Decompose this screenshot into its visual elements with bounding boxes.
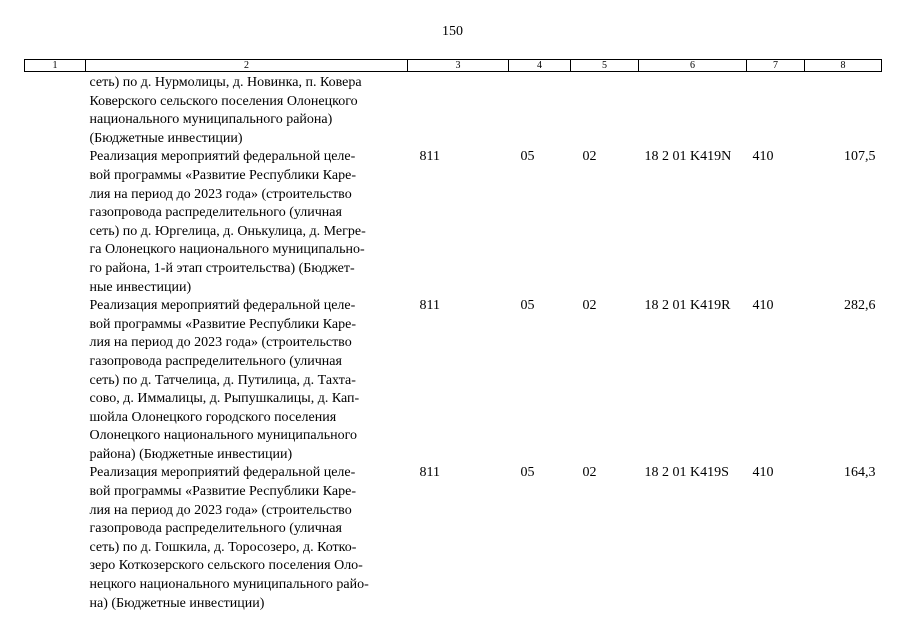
item-name-line: сеть) по д. Татчелица, д. Путилица, д. Тахта- <box>89 372 356 388</box>
row-number-cell <box>25 72 86 149</box>
item-name-line: газопровода распределительного (уличная <box>89 205 342 221</box>
column-number: 1 <box>25 60 86 72</box>
amount-cell <box>805 72 882 149</box>
target-article-cell: 18 2 01 K419R <box>644 298 731 314</box>
item-name-line: Реализация мероприятий федеральной целе- <box>89 465 356 481</box>
item-name-line: лия на период до 2023 года» (строительство <box>89 335 352 351</box>
item-name-line: го района, 1-й этап строительства) (Бюджет- <box>89 260 355 276</box>
item-name-line: сеть) по д. Юргелица, д. Онькулица, д. Мегре- <box>89 223 366 239</box>
table-body <box>25 72 882 614</box>
column-number: 3 <box>408 60 509 72</box>
subsection-code-cell <box>571 72 639 149</box>
subsection-code-cell: 02 <box>582 149 597 165</box>
row-number-cell <box>25 148 86 297</box>
item-name-cell <box>86 297 408 464</box>
column-number: 5 <box>571 60 639 72</box>
amount-cell: 107,5 <box>844 149 876 165</box>
column-number: 6 <box>639 60 747 72</box>
subsection-code-cell: 02 <box>582 298 597 314</box>
table-row <box>25 148 882 297</box>
row-number-cell <box>25 464 86 613</box>
target-article-cell: 18 2 01 K419S <box>644 465 729 481</box>
item-name-cell <box>86 148 408 297</box>
ministry-code-cell <box>408 72 509 149</box>
item-name-line: Коверского сельского поселения Олонецкого <box>89 93 358 109</box>
item-name-line: вой программы «Развитие Республики Каре- <box>89 316 357 332</box>
item-name-cell <box>86 72 408 149</box>
amount-cell: 282,6 <box>844 298 876 314</box>
ministry-code-cell: 811 <box>419 465 440 481</box>
section-code-cell: 05 <box>520 149 535 165</box>
subsection-code-cell: 02 <box>582 465 597 481</box>
budget-table <box>24 59 882 613</box>
item-name-line: ные инвестиции) <box>89 279 192 295</box>
item-name-line: нецкого национального муниципального райо- <box>89 577 369 593</box>
item-name-line: сеть) по д. Гошкила, д. Торосозеро, д. Котко- <box>89 539 357 555</box>
item-name-line: сеть) по д. Нурмолицы, д. Новинка, п. Ковера <box>89 75 362 90</box>
item-name-line: Реализация мероприятий федеральной целе- <box>89 298 356 314</box>
column-number: 7 <box>747 60 805 72</box>
expense-type-cell: 410 <box>752 465 774 481</box>
column-number: 4 <box>509 60 571 72</box>
item-name-line: (Бюджетные инвестиции) <box>89 130 243 146</box>
table-row <box>25 297 882 464</box>
item-name-line: на) (Бюджетные инвестиции) <box>89 595 265 611</box>
item-name-line: га Олонецкого национального муниципально- <box>89 242 365 258</box>
item-name-line: национального муниципального района) <box>89 112 333 128</box>
item-name-line: лия на период до 2023 года» (строительство <box>89 502 352 518</box>
item-name-line: газопровода распределительного (уличная <box>89 353 342 369</box>
item-name-line: Реализация мероприятий федеральной целе- <box>89 149 356 165</box>
column-number-header <box>25 60 882 72</box>
column-number: 2 <box>86 60 408 72</box>
column-number: 8 <box>805 60 882 72</box>
item-name-line: сово, д. Иммалицы, д. Рыпушкалицы, д. Кап- <box>89 391 360 407</box>
expense-type-cell: 410 <box>752 298 774 314</box>
section-code-cell <box>509 72 571 149</box>
item-name-line: вой программы «Развитие Республики Каре- <box>89 167 357 183</box>
amount-cell: 164,3 <box>844 465 876 481</box>
section-code-cell: 05 <box>520 298 535 314</box>
item-name-line: района) (Бюджетные инвестиции) <box>89 446 293 462</box>
ministry-code-cell: 811 <box>419 149 440 165</box>
expense-type-cell <box>747 72 805 149</box>
item-name-line: вой программы «Развитие Республики Каре- <box>89 484 357 500</box>
item-name-line: Олонецкого национального муниципального <box>89 428 357 444</box>
row-number-cell <box>25 297 86 464</box>
section-code-cell: 05 <box>520 465 535 481</box>
page-number: 150 <box>442 24 463 39</box>
item-name-cell <box>86 464 408 613</box>
item-name-line: зеро Коткозерского сельского поселения Оло- <box>89 558 363 574</box>
item-name-line: газопровода распределительного (уличная <box>89 521 342 537</box>
table-row <box>25 72 882 149</box>
table-row <box>25 464 882 613</box>
target-article-cell: 18 2 01 K419N <box>644 149 732 165</box>
item-name-line: лия на период до 2023 года» (строительство <box>89 186 352 202</box>
ministry-code-cell: 811 <box>419 298 440 314</box>
item-name-line: шойла Олонецкого городского поселения <box>89 409 337 425</box>
expense-type-cell: 410 <box>752 149 774 165</box>
target-article-cell <box>639 72 747 149</box>
